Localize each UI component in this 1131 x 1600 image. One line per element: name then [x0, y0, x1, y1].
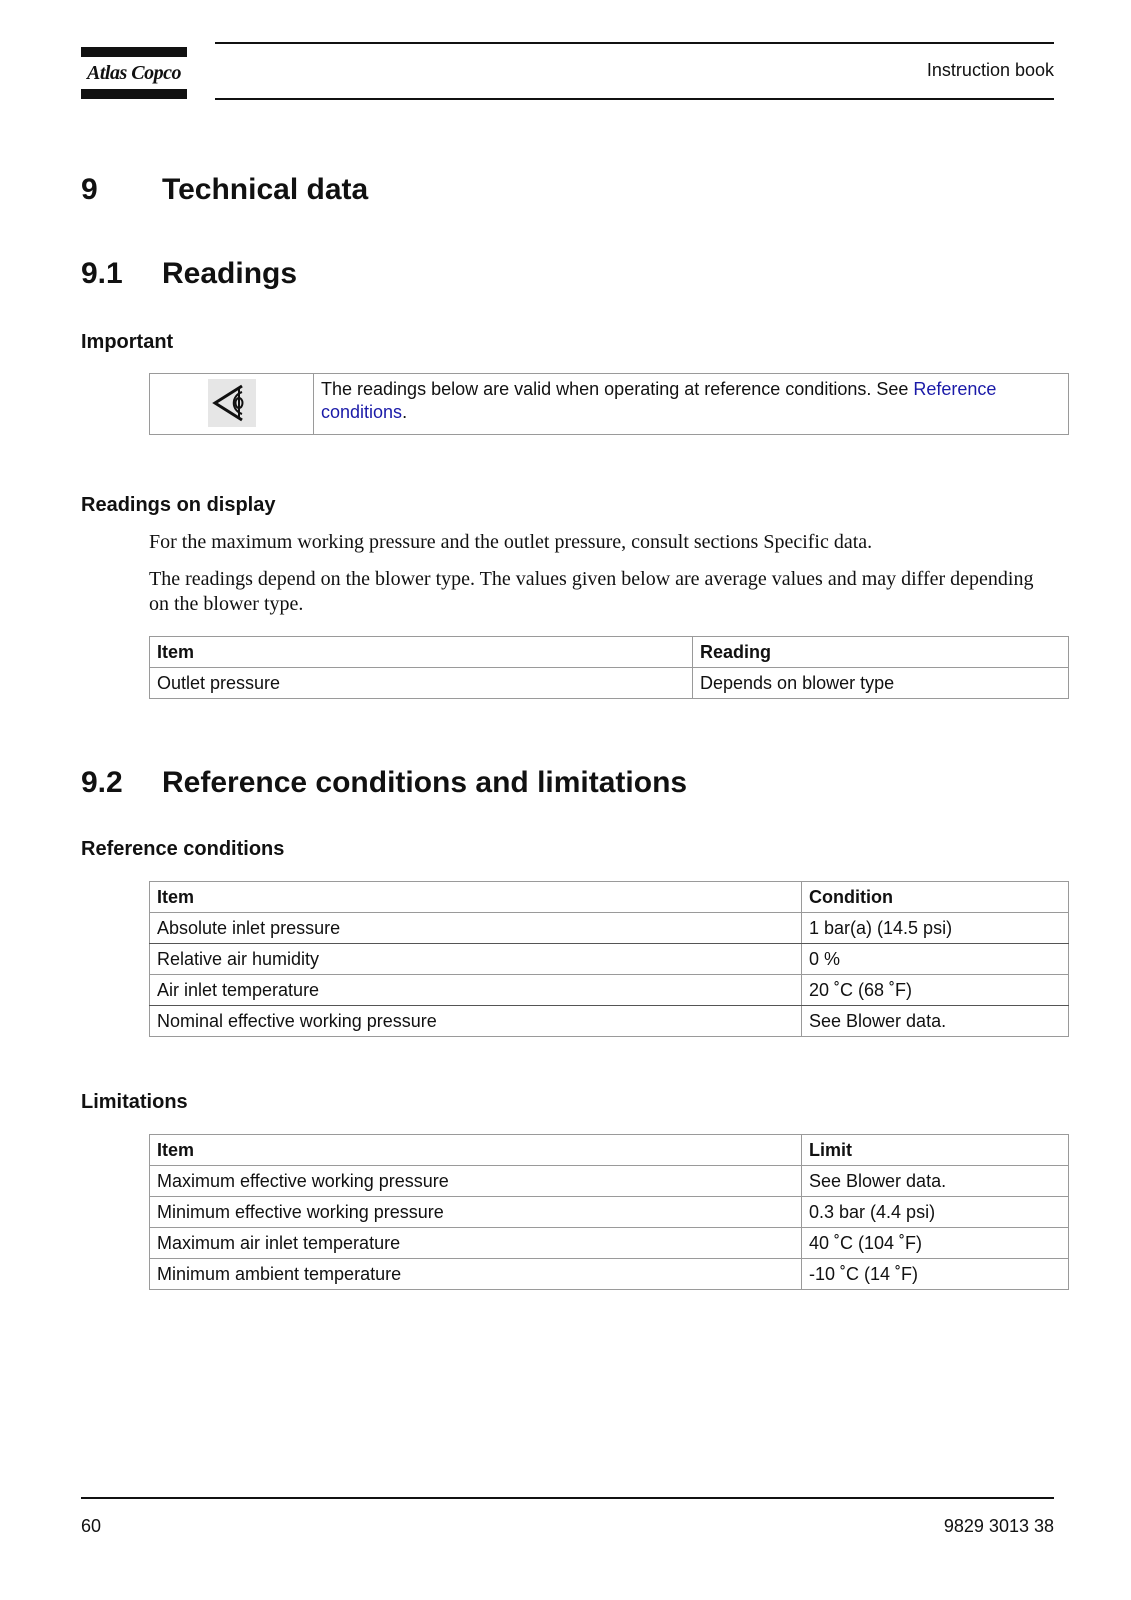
table-cell: Absolute inlet pressure	[150, 913, 802, 944]
table-row	[150, 1197, 1069, 1228]
atlas-copco-logo	[81, 47, 187, 99]
table-cell: -10 ˚C (14 ˚F)	[802, 1259, 1069, 1290]
table-cell: Relative air humidity	[150, 944, 802, 975]
chapter-title: Technical data	[162, 173, 369, 206]
table-header-row	[150, 637, 1069, 668]
logo-wordmark: Atlas Copco	[87, 62, 181, 84]
reference-conditions-table	[149, 881, 1069, 1037]
table-header-row	[150, 882, 1069, 913]
column-header: Condition	[802, 882, 1069, 913]
table-cell: Air inlet temperature	[150, 975, 802, 1006]
eye-caution-icon	[208, 379, 256, 427]
section-number: 9.2	[81, 766, 123, 799]
important-heading: Important	[81, 331, 174, 353]
logo-bottom-bar	[81, 89, 187, 99]
header-rule-bottom	[215, 98, 1054, 100]
table-cell: 0.3 bar (4.4 psi)	[802, 1197, 1069, 1228]
readings-table	[149, 636, 1069, 699]
paragraph-blower-type: The readings depend on the blower type. The values given below are average values and may differ depending on the blower type.	[149, 568, 1034, 615]
column-header: Limit	[802, 1135, 1069, 1166]
header-title: Instruction book	[926, 60, 1054, 80]
column-header: Item	[150, 882, 802, 913]
important-note	[149, 373, 1069, 435]
logo-top-bar	[81, 47, 187, 57]
table-cell: See Blower data.	[802, 1166, 1069, 1197]
note-body: The readings below are valid when operating at reference conditions. See	[321, 379, 914, 399]
table-row	[150, 975, 1069, 1006]
column-header: Item	[150, 1135, 802, 1166]
reference-conditions-heading: Reference conditions	[81, 838, 285, 860]
note-period: .	[402, 402, 408, 422]
chapter-number: 9	[81, 173, 98, 206]
section-title: Readings	[162, 257, 298, 290]
table-cell: Maximum effective working pressure	[150, 1166, 802, 1197]
table-row	[150, 1166, 1069, 1197]
table-cell: Depends on blower type	[693, 668, 1069, 699]
footer-rule	[81, 1497, 1054, 1499]
table-row	[150, 944, 1069, 975]
column-header: Item	[150, 637, 693, 668]
table-cell: 0 %	[802, 944, 1069, 975]
note-text	[321, 378, 1061, 424]
document-number: 9829 3013 38	[943, 1516, 1054, 1536]
paragraph-specific-data: For the maximum working pressure and the outlet pressure, consult sections Specific data.	[149, 531, 873, 553]
table-row	[150, 913, 1069, 944]
table-row	[150, 1006, 1069, 1037]
table-row	[150, 1228, 1069, 1259]
limitations-heading: Limitations	[81, 1091, 188, 1113]
table-cell: 40 ˚C (104 ˚F)	[802, 1228, 1069, 1259]
reference-conditions-link[interactable]: Reference conditions	[321, 379, 997, 422]
section-number: 9.1	[81, 257, 123, 290]
column-header: Reading	[693, 637, 1069, 668]
table-row	[150, 668, 1069, 699]
table-cell: Minimum effective working pressure	[150, 1197, 802, 1228]
table-cell: 1 bar(a) (14.5 psi)	[802, 913, 1069, 944]
note-icon-cell	[150, 374, 314, 434]
header-rule-top	[215, 42, 1054, 44]
table-cell: Outlet pressure	[150, 668, 693, 699]
readings-on-display-heading: Readings on display	[81, 494, 276, 516]
table-cell: See Blower data.	[802, 1006, 1069, 1037]
table-cell: 20 ˚C (68 ˚F)	[802, 975, 1069, 1006]
table-header-row	[150, 1135, 1069, 1166]
table-cell: Nominal effective working pressure	[150, 1006, 802, 1037]
table-cell: Minimum ambient temperature	[150, 1259, 802, 1290]
limitations-table	[149, 1134, 1069, 1290]
page-number: 60	[81, 1516, 102, 1536]
table-row	[150, 1259, 1069, 1290]
section-title: Reference conditions and limitations	[162, 766, 688, 799]
table-cell: Maximum air inlet temperature	[150, 1228, 802, 1259]
